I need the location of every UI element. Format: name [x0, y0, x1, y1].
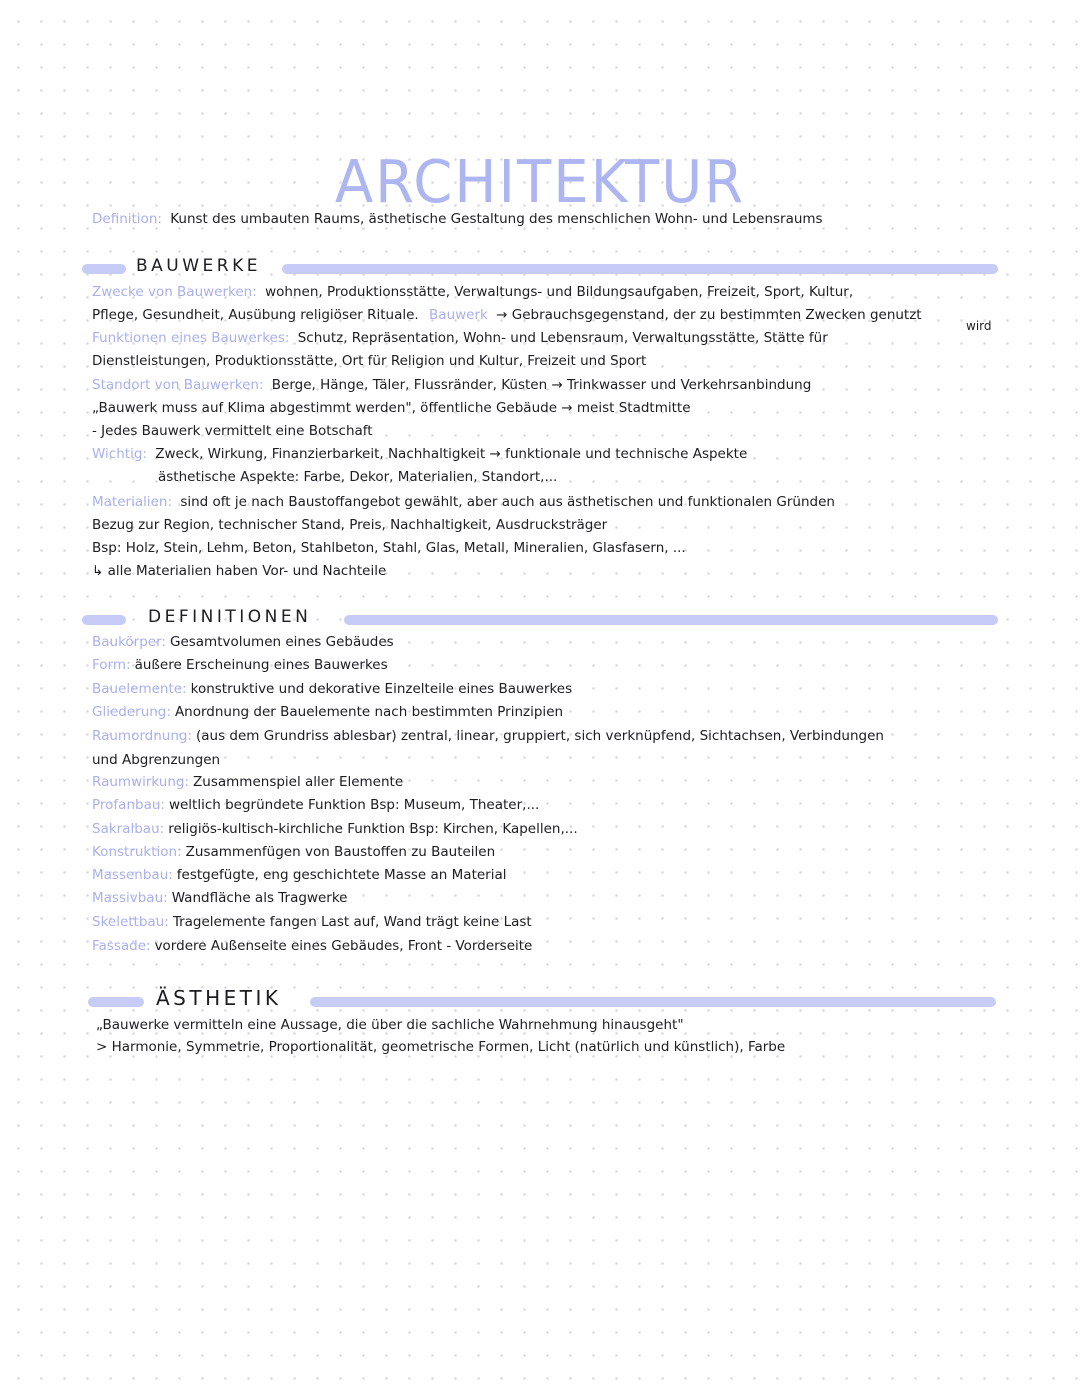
aesthetik-quote: „Bauwerke vermitteln eine Aussage, die über die sachliche Wahrnehmung hinausgeht"	[96, 1017, 684, 1033]
section-bar-right	[282, 264, 998, 274]
aesthetik-quote-line	[96, 1016, 684, 1034]
definition-item	[92, 773, 403, 791]
zwecke-line-2	[92, 306, 922, 324]
botschaft-line	[92, 422, 373, 440]
bauwerk-text: → Gebrauchsgegenstand, der zu bestimmten Zwecken genutzt	[496, 307, 922, 323]
aesthetik-list-line	[96, 1038, 785, 1056]
definition-item-term: Profanbau:	[92, 797, 165, 813]
standort-text: Berge, Hänge, Täler, Flussränder, Küsten → Trinkwasser und Verkehrsanbindung	[271, 377, 812, 393]
bsp-text: Bsp: Holz, Stein, Lehm, Beton, Stahlbeton, Stahl, Glas, Metall, Mineralien, Glasfasern, ...	[92, 540, 686, 556]
wichtig-text: Zweck, Wirkung, Finanzierbarkeit, Nachhaltigkeit → funktionale und technische Aspekte	[155, 446, 748, 462]
section-heading-definitionen: DEFINITIONEN	[148, 607, 312, 627]
wichtig-term: Wichtig:	[92, 446, 147, 462]
materialien-text-2: Bezug zur Region, technischer Stand, Preis, Nachhaltigkeit, Ausdrucksträger	[92, 517, 608, 533]
definition-item	[92, 820, 578, 838]
quote-line	[92, 399, 691, 417]
aesthetik-list: > Harmonie, Symmetrie, Proportionalität, geometrische Formen, Licht (natürlich und künstlich), Farbe	[96, 1039, 786, 1055]
definition-item-text: vordere Außenseite eines Gebäudes, Front - Vorderseite	[154, 938, 533, 954]
section-bar-left	[82, 615, 126, 625]
materialien-text: sind oft je nach Baustoffangebot gewählt, aber auch aus ästhetischen und funktionalen Gründen	[180, 494, 835, 510]
definition-item-term: Massivbau:	[92, 890, 168, 906]
materialien-line	[92, 493, 835, 511]
definition-item	[92, 796, 539, 814]
section-bar-right	[344, 615, 998, 625]
definition-item-text: konstruktive und dekorative Einzelteile eines Bauwerkes	[190, 681, 573, 697]
standort-line	[92, 376, 811, 394]
definition-item-text: äußere Erscheinung eines Bauwerkes	[134, 657, 388, 673]
zwecke-line	[92, 283, 853, 301]
definition-term: Definition:	[92, 211, 162, 227]
definition-item-text: (aus dem Grundriss ablesbar) zentral, linear, gruppiert, sich verknüpfend, Sichtachsen, Verbindungen	[196, 728, 884, 744]
wichtig-line-2	[158, 468, 557, 486]
definition-item	[92, 889, 347, 907]
funktionen-line	[92, 329, 828, 347]
wichtig-text-2: ästhetische Aspekte: Farbe, Dekor, Materialien, Standort,...	[158, 469, 558, 485]
page-title: ARCHITEKTUR	[334, 148, 746, 217]
definition-item-term: Massenbau:	[92, 867, 173, 883]
zwecke-text-2: Pflege, Gesundheit, Ausübung religiöser Rituale.	[92, 307, 419, 323]
definition-item	[92, 680, 572, 698]
definition-item-term: Sakralbau:	[92, 821, 165, 837]
vor-nachteile-line	[92, 562, 386, 580]
section-heading-aesthetik: ÄSTHETIK	[156, 986, 282, 1010]
bauwerk-term: Bauwerk	[429, 307, 488, 323]
definition-item-text: Anordnung der Bauelemente nach bestimmten Prinzipien	[174, 704, 564, 720]
zwecke-term: Zwecke von Bauwerken:	[92, 284, 257, 300]
definition-item	[92, 633, 394, 651]
section-bar-left	[82, 264, 126, 274]
definition-item	[92, 843, 495, 861]
definition-item-text: festgefügte, eng geschichtete Masse an Material	[176, 867, 507, 883]
definition-item	[92, 703, 563, 721]
definition-item-term: Raumwirkung:	[92, 774, 190, 790]
quote-text: „Bauwerk muss auf Klima abgestimmt werden", öffentliche Gebäude → meist Stadtmitte	[92, 400, 691, 416]
section-bar-right	[310, 997, 996, 1007]
definition-item-text: religiös-kultisch-kirchliche Funktion Bsp: Kirchen, Kapellen,...	[168, 821, 578, 837]
section-bauwerke	[82, 258, 998, 278]
definition-item-text: Zusammenspiel aller Elemente	[193, 774, 404, 790]
definition-item-term: Fassade:	[92, 938, 151, 954]
definition-item-text: Gesamtvolumen eines Gebäudes	[169, 634, 394, 650]
funktionen-line-2	[92, 352, 646, 370]
definition-item-text: und Abgrenzungen	[92, 752, 221, 768]
definition-item-text: Tragelemente fangen Last auf, Wand trägt keine Last	[172, 914, 532, 930]
materialien-line-2	[92, 516, 607, 534]
funktionen-term: Funktionen eines Bauwerkes:	[92, 330, 290, 346]
definition-item	[92, 751, 220, 769]
definition-item	[92, 913, 532, 931]
definition-item-term: Form:	[92, 657, 131, 673]
definition-item-term: Skelettbau:	[92, 914, 169, 930]
zwecke-text: wohnen, Produktionsstätte, Verwaltungs- und Bildungsaufgaben, Freizeit, Sport, Kultur,	[265, 284, 854, 300]
definition-text: Kunst des umbauten Raums, ästhetische Gestaltung des menschlichen Wohn- und Lebensraums	[170, 211, 823, 227]
definition-item-term: Raumordnung:	[92, 728, 192, 744]
definition-item-text: Wandfläche als Tragwerke	[171, 890, 348, 906]
wird-note: wird	[966, 319, 992, 333]
botschaft-text: - Jedes Bauwerk vermittelt eine Botschaft	[92, 423, 373, 439]
definition-line	[92, 210, 823, 228]
funktionen-text: Schutz, Repräsentation, Wohn- und Lebensraum, Verwaltungsstätte, Stätte für	[297, 330, 828, 346]
definition-item-text: weltlich begründete Funktion Bsp: Museum, Theater,...	[168, 797, 540, 813]
bsp-line	[92, 539, 686, 557]
definition-item-term: Bauelemente:	[92, 681, 187, 697]
vor-nachteile-text: ↳ alle Materialien haben Vor- und Nachteile	[92, 563, 387, 579]
definition-item-term: Gliederung:	[92, 704, 171, 720]
definition-item	[92, 727, 884, 745]
definition-item-text: Zusammenfügen von Baustoffen zu Bauteilen	[185, 844, 496, 860]
funktionen-text-2: Dienstleistungen, Produktionsstätte, Ort für Religion und Kultur, Freizeit und Sport	[92, 353, 647, 369]
definition-item-term: Baukörper:	[92, 634, 166, 650]
standort-term: Standort von Bauwerken:	[92, 377, 264, 393]
section-aesthetik	[88, 986, 996, 1011]
section-bar-left	[88, 997, 144, 1007]
definition-item	[92, 656, 388, 674]
definition-item	[92, 937, 532, 955]
definition-item	[92, 866, 507, 884]
wichtig-line	[92, 445, 747, 463]
definition-item-term: Konstruktion:	[92, 844, 182, 860]
section-definitionen	[82, 609, 998, 629]
materialien-term: Materialien:	[92, 494, 173, 510]
section-heading-bauwerke: BAUWERKE	[136, 256, 261, 276]
